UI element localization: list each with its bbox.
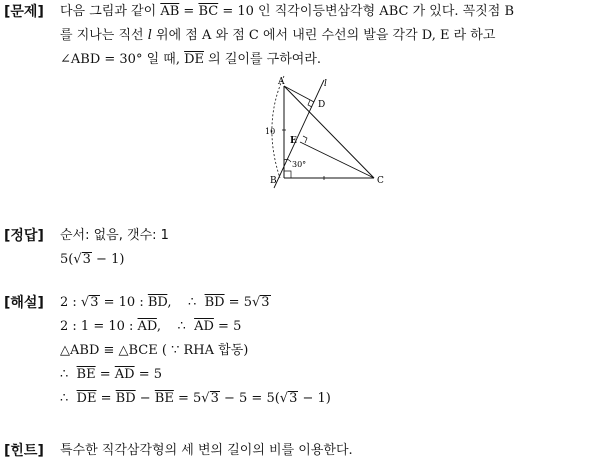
solution-line-1: 2 : √3 = 10 : $\overline{BD}$, ∴ $\overline{BD} = 5√3$ — [60, 295, 270, 310]
label-E: E — [290, 136, 297, 146]
segment-CE — [300, 142, 374, 178]
label-side-10: 10 — [265, 127, 276, 136]
solution-line-5: ∴ $\overline{DE} = \overline{BD} - \overline{BE} = 5√3 - 5 = 5(√3 - 1)$ — [60, 391, 331, 406]
answer-text — [60, 224, 586, 272]
answer-tag: [정답] — [4, 228, 44, 244]
problem-line-3: ∠ABD = 30° 일 때, $\overline{DE}$ 의 길이를 구하여라. — [60, 52, 322, 67]
answer-line-1: 순서: 없음, 갯수: 1 — [60, 228, 169, 243]
label-A: A — [278, 77, 285, 87]
solution-line-2: 2 : 1 = 10 : $\overline{AD}$, ∴ $\overline{AD} = 5$ — [60, 319, 242, 334]
label-B: B — [270, 176, 277, 186]
problem-line-2: 를 지나는 직선 l 위에 점 A 와 점 C 에서 내린 수선의 발을 각각 D, E 라 하고 — [60, 28, 496, 43]
solution-line-3: △ABD ≡ △BCE ( ∵ RHA 합동) — [60, 343, 249, 358]
problem-line-1: 다음 그림과 같이 $\overline{AB} = \overline{BC} = 10$ 인 직각이등변삼각형 ABC 가 있다. 꼭짓점 B — [60, 4, 514, 19]
solution-line-4: ∴ $\overline{BE} = \overline{AD} = 5$ — [60, 367, 163, 382]
hint-text — [60, 439, 586, 462]
label-angle-30: 30° — [292, 160, 307, 169]
label-D: D — [318, 100, 326, 110]
solution-text — [60, 291, 586, 411]
triangle-figure — [258, 72, 390, 192]
hint-tag: [힌트] — [4, 443, 44, 459]
hint-line: 특수한 직각삼각형의 세 변의 길이의 비를 이용한다. — [60, 443, 353, 458]
label-l: l — [324, 79, 327, 89]
label-C: C — [377, 176, 384, 186]
problem-text — [60, 0, 586, 72]
triangle-diagram — [258, 72, 390, 192]
angle-arc-30 — [284, 159, 291, 162]
right-angle-E — [303, 136, 307, 143]
solution-tag: [해설] — [4, 295, 44, 311]
segment-AD — [284, 86, 314, 102]
right-angle-B — [284, 171, 291, 178]
line-l — [274, 80, 324, 188]
problem-tag: [문제] — [4, 4, 44, 20]
answer-line-2: 5(√3 − 1) — [60, 252, 125, 267]
